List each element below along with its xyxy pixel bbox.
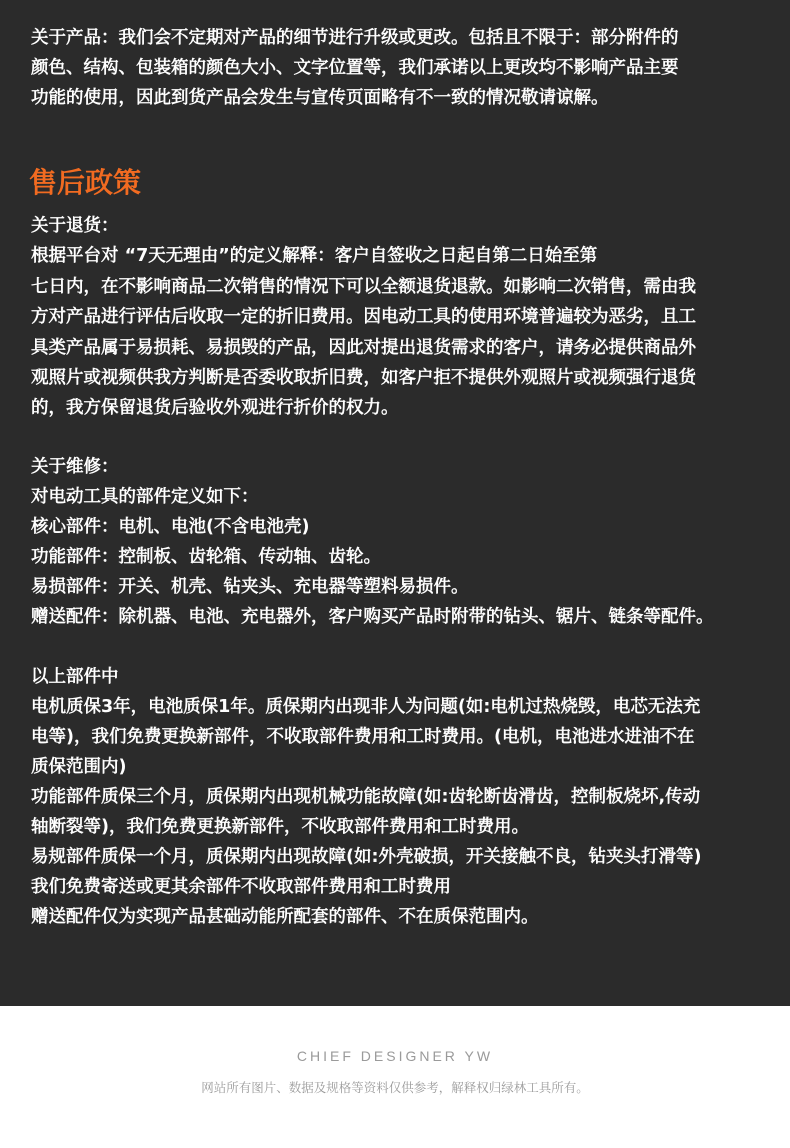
warranty-line: 功能部件质保三个月，质保期内出现机械功能故障(如:齿轮断齿滑齿，控制板烧坏,传动 <box>31 787 701 807</box>
footer-disclaimer: 网站所有图片、数据及规格等资料仅供参考，解释权归绿林工具所有。 <box>201 1080 589 1095</box>
repair-line: 核心部件：电机、电池(不含电池壳) <box>31 517 310 537</box>
warranty-line: 我们免费寄送或更其余部件不收取部件费用和工时费用 <box>31 877 451 897</box>
returns-line: 方对产品进行评估后收取一定的折旧费用。因电动工具的使用环境普遍较为恶劣，且工 <box>31 307 696 327</box>
warranty-line: 赠送配件仅为实现产品甚础动能所配套的部件、不在质保范围内。 <box>31 907 539 927</box>
repair-line: 关于维修： <box>31 457 119 477</box>
returns-line: 七日内，在不影响商品二次销售的情况下可以全额退货退款。如影响二次销售，需由我 <box>31 277 696 297</box>
repair-line: 对电动工具的部件定义如下： <box>31 487 259 507</box>
warranty-line: 电机质保3年，电池质保1年。质保期内出现非人为问题(如:电机过热烧毁，电芯无法充 <box>31 697 701 717</box>
repair-line: 赠送配件：除机器、电池、充电器外，客户购买产品时附带的钻头、锯片、链条等配件。 <box>31 607 714 627</box>
repair-line: 功能部件：控制板、齿轮箱、传动轴、齿轮。 <box>31 547 381 567</box>
returns-line: 的，我方保留退货后验收外观进行折价的权力。 <box>31 398 399 418</box>
repair-line: 易损部件：开关、机壳、钻夹头、充电器等塑料易损件。 <box>31 577 469 597</box>
warranty-line: 电等)，我们免费更换新部件，不收取部件费用和工时费用。(电机，电池进水进油不在 <box>31 727 695 747</box>
returns-line: 具类产品属于易损耗、易损毁的产品，因此对提出退货需求的客户，请务必提供商品外 <box>31 338 696 358</box>
warranty-line: 以上部件中 <box>31 667 119 687</box>
footer-brand: CHIEF DESIGNER YW <box>296 1048 494 1064</box>
section-heading: 售后政策 <box>29 166 142 199</box>
returns-line: 观照片或视频供我方判断是否委收取折旧费，如客户拒不提供外观照片或视频强行退货 <box>31 368 696 388</box>
intro-line: 关于产品：我们会不定期对产品的细节进行升级或更改。包括且不限于：部分附件的 <box>31 28 679 48</box>
warranty-line: 质保范围内) <box>31 757 127 777</box>
warranty-line: 轴断裂等)，我们免费更换新部件，不收取部件费用和工时费用。 <box>31 817 529 837</box>
intro-line: 功能的使用，因此到货产品会发生与宣传页面略有不一致的情况敬请谅解。 <box>31 88 609 108</box>
returns-line: 关于退货： <box>31 216 119 236</box>
warranty-line: 易规部件质保一个月，质保期内出现故障(如:外壳破损，开关接触不良，钻夹头打滑等) <box>31 847 702 867</box>
intro-line: 颜色、结构、包装箱的颜色大小、文字位置等，我们承诺以上更改均不影响产品主要 <box>31 58 679 78</box>
returns-line: 根据平台对 “7天无理由”的定义解释：客户自签收之日起自第二日始至第 <box>31 246 598 266</box>
